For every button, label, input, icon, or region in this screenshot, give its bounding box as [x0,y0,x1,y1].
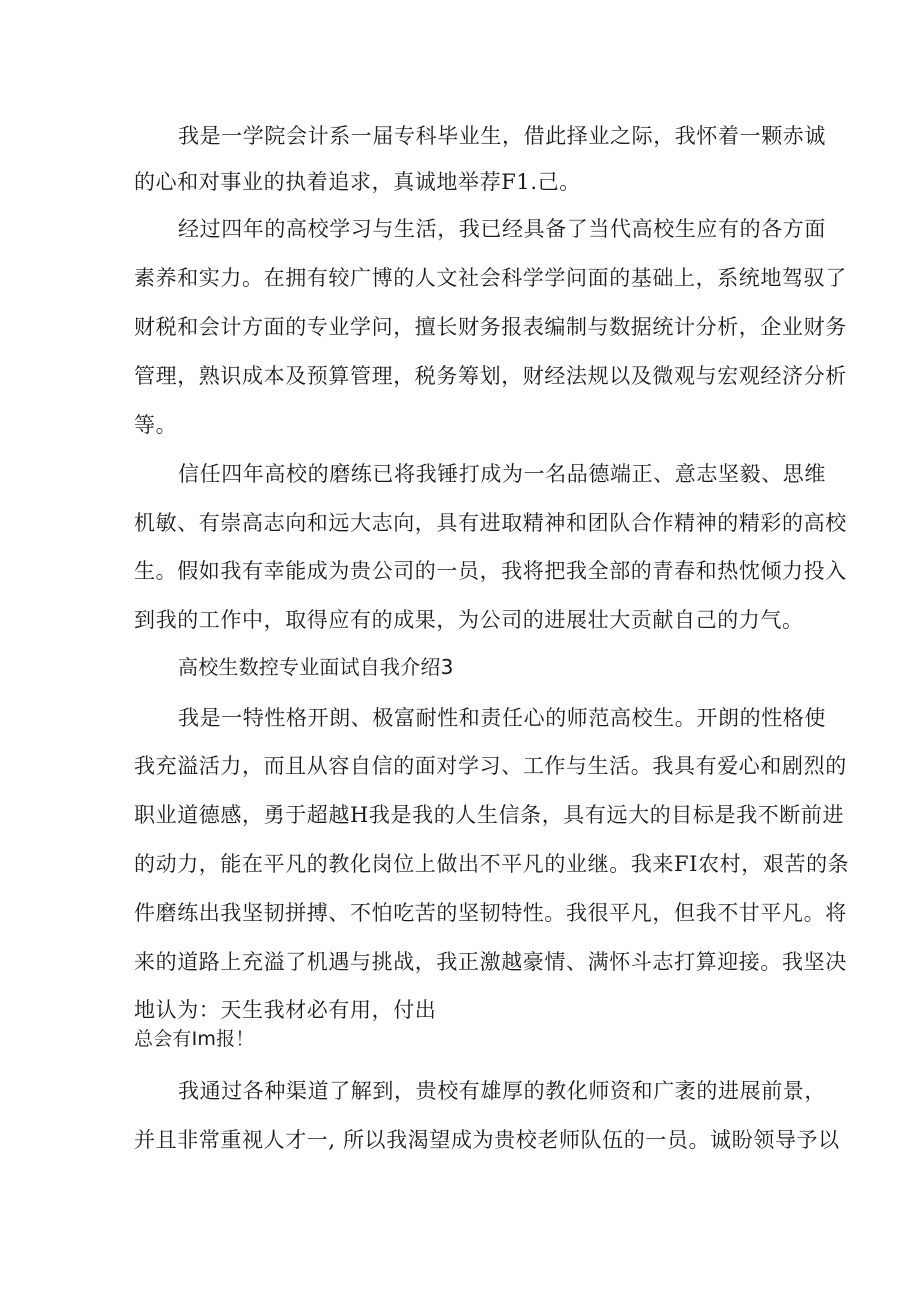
section-heading: 高校生数控专业面试自我介绍3 [178,655,454,679]
paragraph-2-line-5: 等。 [134,413,178,437]
paragraph-4-line-2: 我充溢活力，而且从容自信的面对学习、工作与生活。我具有爱心和剧烈的 [134,754,847,778]
paragraph-4-line-1: 我是一特性格开朗、极富耐性和责任心的师范高校生。开朗的性格使 [178,706,826,730]
paragraph-1-line-1: 我是一学院会计系一届专科毕业生，借此择业之际，我怀着一颗赤诚 [178,124,826,148]
paragraph-2-line-2: 素养和实力。在拥有较广博的人文社会科学学问面的基础上，系统地驾驭了 [134,266,847,290]
paragraph-4-line-8: 总会有Im报！ [134,1028,255,1050]
paragraph-5-line-1: 我通过各种渠道了解到，贵校有雄厚的教化师资和广袤的进展前景， [178,1079,826,1103]
paragraph-4-line-6: 来的道路上充溢了机遇与挑战，我正激越豪情、满怀斗志打算迎接。我坚决 [134,950,847,974]
paragraph-3-line-1: 信任四年高校的磨练已将我锤打成为一名品德端正、意志坚毅、思维 [178,462,826,486]
paragraph-2-line-1: 经过四年的高校学习与生活，我已经具备了当代高校生应有的各方面 [178,217,826,241]
paragraph-1-line-2: 的心和对事业的执着追求，真诚地举荐F1.己。 [134,170,581,194]
paragraph-3-line-3: 生。假如我有幸能成为贵公司的一员，我将把我全部的青春和热忱倾力投入 [134,559,847,583]
paragraph-2-line-3: 财税和会计方面的专业学问，擅长财务报表编制与数据统计分析，企业财务 [134,315,847,339]
paragraph-3-line-4: 到我的工作中，取得应有的成果，为公司的进展壮大贡献自己的力气。 [134,608,804,632]
paragraph-4-line-3: 职业道德感，勇于超越H我是我的人生信条，具有远大的目标是我不断前进 [134,803,845,827]
paragraph-3-line-2: 机敏、有崇高志向和远大志向，具有进取精神和团队合作精神的精彩的高校 [134,511,847,535]
paragraph-4-line-5: 件磨练出我坚韧拼搏、不怕吃苦的坚韧特性。我很平凡，但我不甘平凡。将 [134,901,847,925]
paragraph-2-line-4: 管理，熟识成本及预算管理，税务筹划，财经法规以及微观与宏观经济分析 [134,364,847,388]
paragraph-5-line-2: 并且非常重视人才一, 所以我渴望成为贵校老师队伍的一员。诚盼领导予以 [134,1128,840,1152]
paragraph-4-line-7: 地认为：天生我材必有用，付出 [134,998,437,1022]
paragraph-4-line-4: 的动力，能在平凡的教化岗位上做出不平凡的业继。我来FI农村，艰苦的条 [134,852,850,876]
